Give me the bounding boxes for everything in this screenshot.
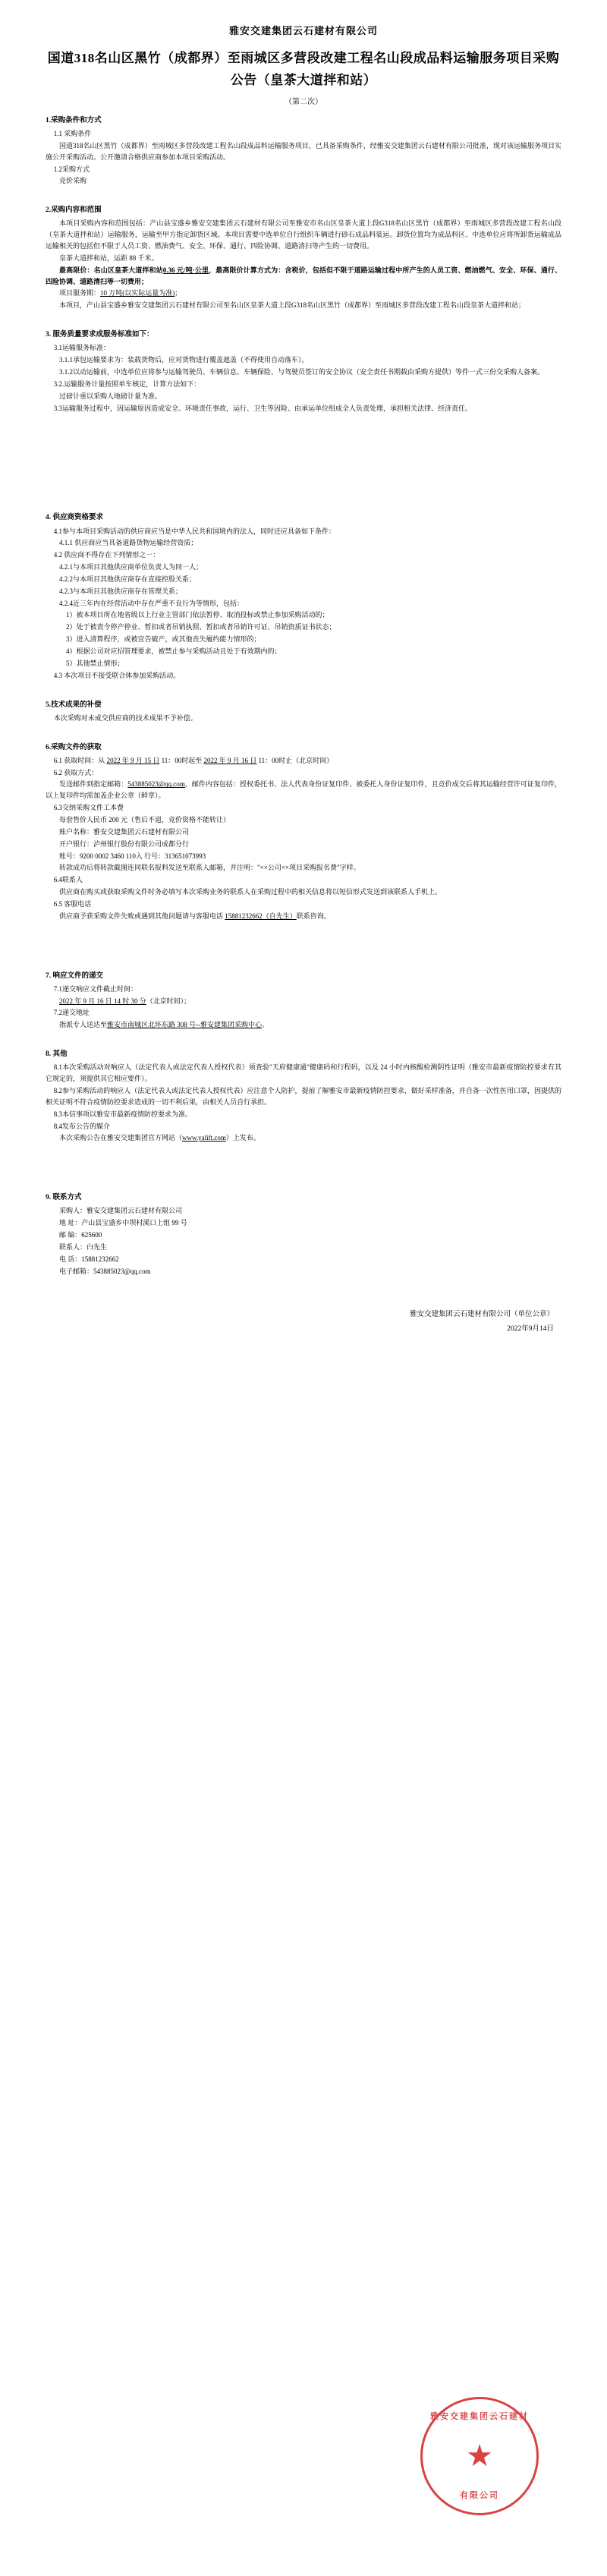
section-paragraph: 6.3交纳采购文件工本费 — [53, 804, 124, 812]
signature-company: 雅安交建集团云石建材有限公司（单位公章） — [409, 1311, 554, 1319]
section-paragraph: 指派专人送达至雅安市南城区北环东路 308 号--雅安建集团采购中心。 — [59, 1021, 269, 1029]
section-spacer — [46, 1277, 561, 1288]
section-paragraph: 5）其他禁止情形； — [66, 659, 124, 667]
section-paragraph: 6.5 客服电话 — [53, 899, 92, 908]
section-heading: 7. 响应文件的递交 — [46, 972, 104, 980]
section-paragraph: 8.4发布公告的媒介 — [53, 1122, 111, 1130]
section-heading: 2.采购内容和范围 — [46, 206, 102, 215]
section-paragraph: 6.1 获取时间：从 2022 年 9 月 15 日 11：00时起至 2022 年 9 月 16 日 11：00时止（北京时间） — [53, 756, 334, 764]
section-paragraph: 3.1.1承包运输要求为：装载货物后，应对货物进行覆盖遮盖（不得使用自动落车）。 — [59, 356, 309, 364]
section-paragraph: 1.2采购方式 — [53, 165, 90, 173]
section-spacer — [46, 414, 561, 505]
company-title: 雅安交建集团云石建材有限公司 — [228, 25, 378, 36]
section-paragraph: 8.3本信事项以雅安市最新疫情防控要求为准。 — [53, 1110, 193, 1118]
section-paragraph: 项目服务期：10 万吨(以实际运量为准)； — [59, 289, 182, 298]
section-paragraph: 最高限价：名山区皇茶大道拌和站0.36 元/吨·公里，最高限价计算方式为：含税价，包括但不限于道路运输过程中所产生的人员工资、燃油燃气、安全、环保、通行、四险协调、道路清扫等一切费用； — [46, 266, 561, 285]
section-heading: 1.采购条件和方式 — [46, 116, 102, 124]
section-paragraph: 4.3 本次项目不接受联合体参加采购活动。 — [53, 671, 181, 679]
section-paragraph: 3）进入清算程序，或被宣告破产，或其他丧失履约能力情形的； — [66, 635, 261, 644]
section-paragraph: 6.2 获取方式： — [53, 768, 99, 776]
section-paragraph: 本项目采购内容和范围包括：产山县宝盛乡雅安交建集团云石建材有限公司至雅安市名山区皇茶大道上段G318名山区黑竹（成都界）至雨城区多营段改建工程名山段（皇茶大道拌和站）运输服务，运输至甲方指定卸货区域。本项目需要中选单位自行组织车辆进行砂石成品料装运。卸货位置均为成品料区、中选单位应将所卸货运输成品运输相关的包括但不限于人员工资、燃油费气、安全、环保、通行、四险协调、道路清扫等产生的一切费用。 — [46, 219, 561, 250]
section-paragraph: 本次采购公告在雅安交建集团官方网站（www.yalift.com）上发布。 — [59, 1134, 260, 1142]
section-paragraph: 4.2.2与本项目其他供应商存在直接控股关系； — [59, 575, 197, 583]
section-paragraph: 发送邮件到指定邮箱：543885023@qq.com，邮件内容包括：授权委托书、法人代表身份证复印件、被委托人身份证复印件，且竞价成交后将其运输经营许可证复印件，以上复印件均需加盖企业公章（鲜章）。 — [46, 780, 561, 800]
section-paragraph: 开户银行：泸州银行股份有限公司成都分行 — [59, 839, 190, 848]
section-paragraph: 每套售价人民币 200 元（售后不退，竞价资格不能转让） — [59, 815, 231, 824]
section-paragraph: 账户名称：雅安交建集团云石建材有限公司 — [59, 827, 190, 836]
section-spacer — [46, 312, 561, 323]
section-paragraph: 电 话：15881232662 — [59, 1255, 119, 1263]
section-paragraph: 本项目，产山县宝盛乡雅安交建集团云石建材有限公司至名山区皇茶大道上段G318名山区黑竹（成都界）至雨城区多营段改建工程名山段皇茶大道拌和站； — [59, 301, 526, 310]
section-paragraph: 本次采购对未成交供应商的技术成果不予补偿。 — [53, 713, 197, 722]
section-heading: 5.技术成果的补偿 — [46, 701, 102, 709]
section-paragraph: 8.1本次采购活动对响应人（法定代表人或法定代表人授权代表）须查验"天府健康通"健康码和行程码，以及 24 小时内核酸检测阴性证明（雅安市最新疫情防控要求有其它规定的，须提供其它相应要件）。 — [46, 1063, 561, 1083]
seal-top-text: 雅安交建集团云石建材 — [430, 2412, 529, 2421]
section-paragraph: 采购人：雅安交建集团云石建材有限公司 — [59, 1207, 183, 1215]
section-paragraph: 4.2.1与本项目其他供应商单位负责人为同一人； — [59, 563, 203, 572]
section-paragraph: 过磅计重以采购人地磅计量为准。 — [59, 392, 162, 400]
section-paragraph: 3.1运输服务标准： — [53, 344, 111, 352]
section-paragraph: 4.2.3与本项目其他供应商存在管理关系； — [59, 587, 183, 595]
section-paragraph: 电子邮箱：543885023@qq.com — [59, 1267, 151, 1275]
section-paragraph: 皇茶大道拌和站，运距 88 千米。 — [59, 254, 159, 262]
section-paragraph: 3.2.运输服务计量按照单车核定，计算方法如下： — [53, 379, 201, 388]
document-body — [46, 115, 561, 1289]
section-paragraph: 4.1参与本项目采购活动的供应商应当是中华人民共和国境内的法人，同时还应具备如下条件： — [53, 527, 336, 535]
section-paragraph: 4.1.1 供应商应当具备道路货物运输经营资质； — [59, 539, 198, 547]
page-title: 国道318名山区黑竹（成都界）至雨城区多营段改建工程名山段成品料运输服务项目采购公告（皇茶大道拌和站） — [47, 51, 560, 87]
signature-date: 2022年9月14日 — [507, 1324, 554, 1333]
doc-subtitle: （第二次） — [285, 97, 322, 106]
section-spacer — [46, 725, 561, 735]
section-heading: 6.采购文件的获取 — [46, 743, 102, 751]
section-paragraph: 国道318名山区黑竹（成都界）至雨城区多营段改建工程名山段成品料运输服务项目，已具备采购条件，经雅安交建集团云石建材有限公司批准，现对该运输服务项目实施公开采购活动。公开邀请合格供应商参加本项目采购活动。 — [46, 141, 561, 161]
section-paragraph: 6.4联系人 — [53, 876, 83, 884]
section-paragraph: 2）处于被责令停产停业、暂扣或者吊销执照、暂扣或者吊销许可证、吊销资质证书状态； — [66, 623, 336, 631]
section-paragraph: 2022 年 9 月 16 日 14 时 30 分（北京时间）； — [59, 997, 191, 1005]
star-icon: ★ — [466, 2439, 493, 2473]
section-heading: 9. 联系方式 — [46, 1194, 82, 1202]
section-paragraph: 1.1 采购条件 — [53, 129, 92, 137]
section-heading: 4. 供应商资格要求 — [46, 514, 104, 522]
section-paragraph: 4）根据公司对应招管理要求，被禁止参与采购活动且处于有效期内的； — [66, 647, 281, 655]
company-seal-stamp — [420, 2397, 539, 2515]
signature-block — [46, 1308, 561, 1335]
section-paragraph: 4.2.4近三年内在经营活动中存在严重不良行为等情形，包括： — [59, 599, 244, 607]
seal-bottom-text: 有限公司 — [460, 2491, 499, 2500]
section-paragraph: 转款成功后将转款截图连同联名报料发送至联系人邮箱，并注明："××公司××项目采购报名费"字样。 — [59, 864, 360, 872]
section-paragraph: 1）被本项目所在地省级以上行业主管部门依法暂停、取消投标或禁止参加采购活动的； — [66, 611, 329, 619]
section-paragraph: 邮 编：625600 — [59, 1231, 102, 1239]
section-spacer — [46, 682, 561, 693]
section-spacer — [46, 1145, 561, 1186]
section-paragraph: 3.1.2以动运输前，中选单位应将参与运输驾驶员、车辆信息、车辆保险、与驾驶员签订的安全协议（安全责任书期载由采购方提供）等件一式三份交采购人备案。 — [59, 368, 545, 376]
section-paragraph: 7.1递交响应文件截止时间： — [53, 984, 138, 993]
section-paragraph: 8.2参与采购活动的响应人（法定代表人或法定代表人授权代表）应注意个人防护，提前了解雅安市最新疫情防控要求，做好采样准备，并自备一次性医用口罩，因提供的相关证明不符合疫情防控要求造成的一切不利后果，由相关人员自行承担。 — [46, 1087, 561, 1106]
section-paragraph: 账号：9200 0002 3460 110入 行号：313651073993 — [59, 852, 206, 860]
section-paragraph: 3.3运输服务过程中，因运输原因造成安全、环境责任事故，运行、卫生等因险、由承运单位组成全人负责处理，承担相关法律、经济责任。 — [53, 404, 473, 412]
section-paragraph: 4.2 供应商不得存在下列情形之一： — [53, 551, 160, 559]
section-spacer — [46, 923, 561, 964]
section-paragraph: 供应商在购买或获取采购文件时务必填写本次采购业务的联系人在采购过程中的相关信息将以短信形式发送到该联系人手机上。 — [59, 888, 442, 896]
section-paragraph: 供应商予获采购文件失败或遇到其他问题请与客服电话 15881232662（自先生）联系咨询。 — [59, 912, 331, 920]
section-paragraph: 7.2递交地址 — [53, 1009, 90, 1017]
section-spacer — [46, 1031, 561, 1042]
section-spacer — [46, 187, 561, 198]
section-paragraph: 联系人：白先生 — [59, 1242, 108, 1251]
section-heading: 8. 其他 — [46, 1050, 68, 1059]
section-paragraph: 地 址：产山县宝盛乡中坝村溪口上组 99 号 — [59, 1219, 187, 1227]
section-heading: 3. 服务质量要求成服务标准如下： — [46, 331, 154, 339]
section-paragraph: 竞价采购 — [59, 177, 87, 185]
